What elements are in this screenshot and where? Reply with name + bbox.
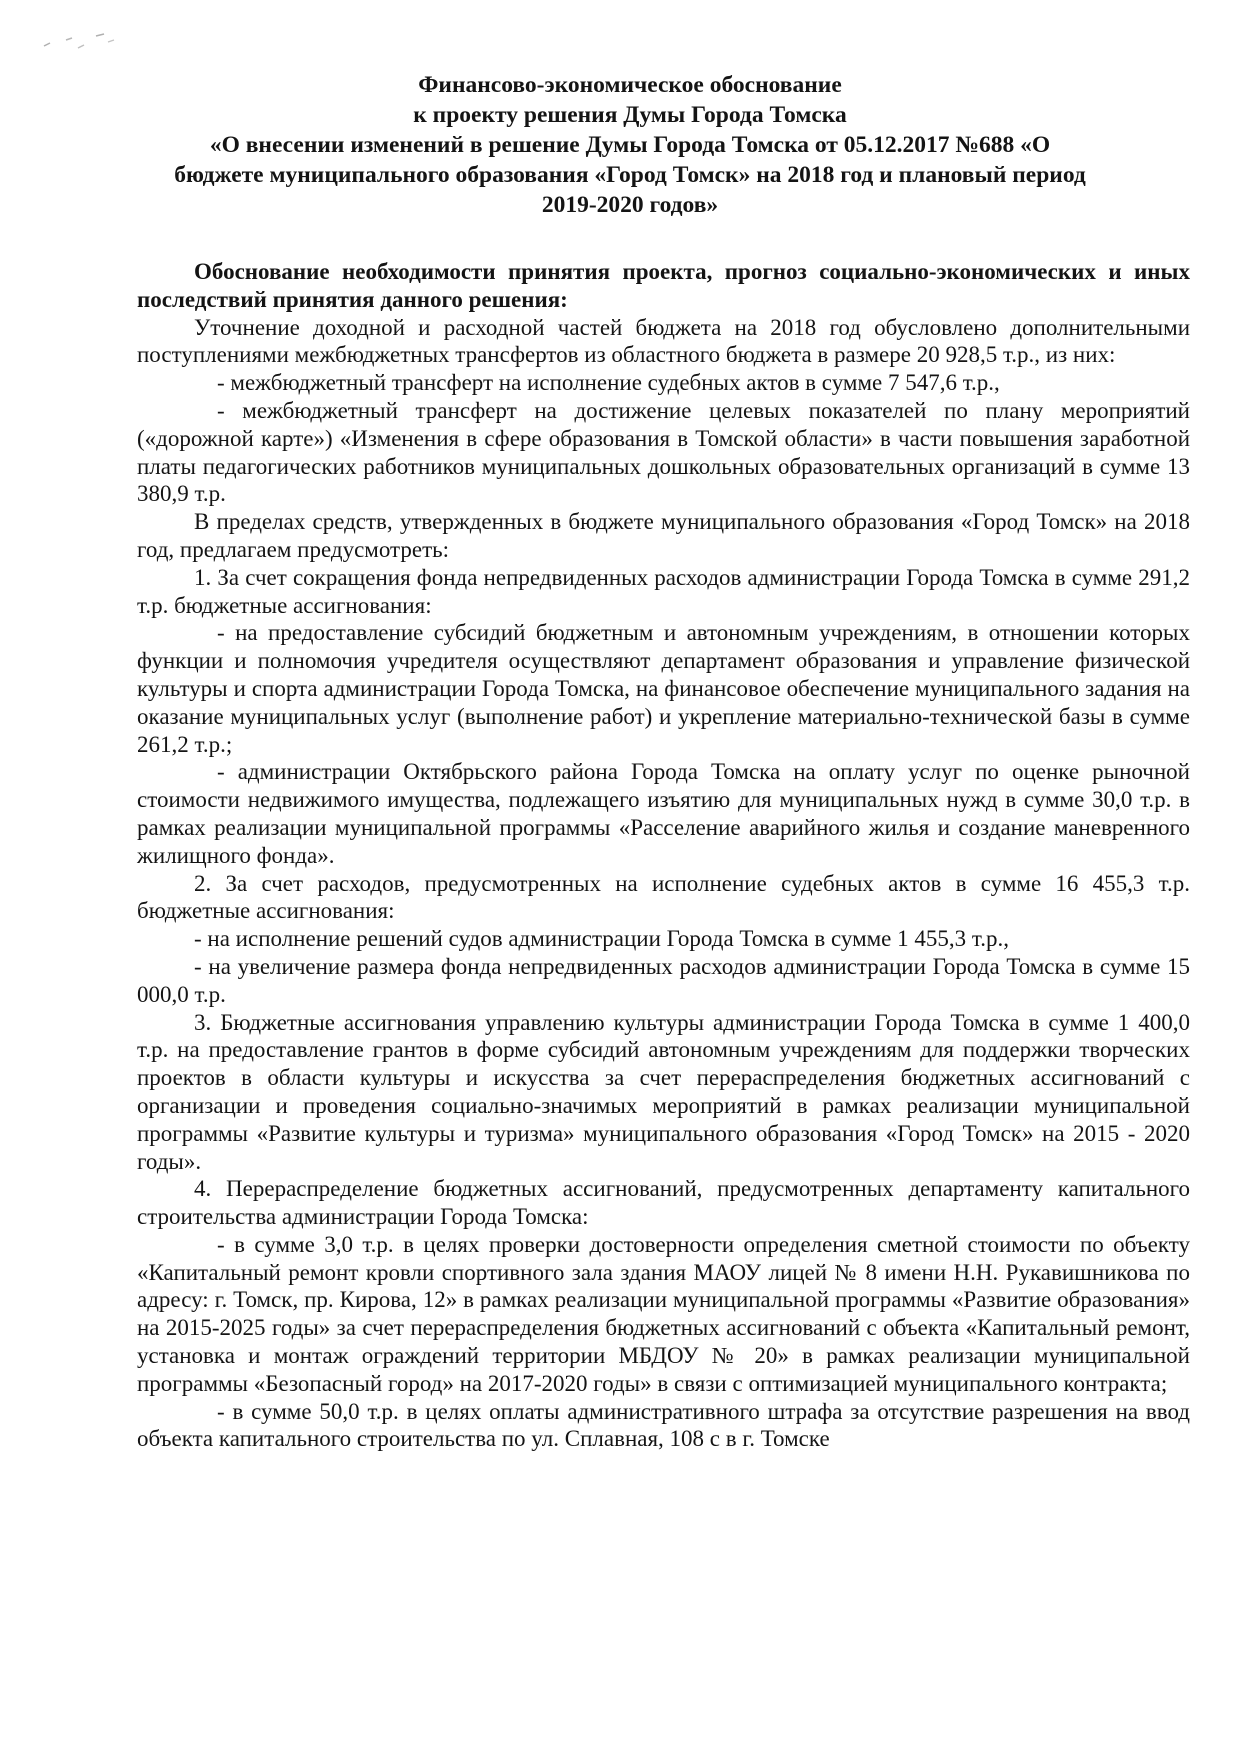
document-body — [137, 258, 1190, 1453]
title-line-3: «О внесении изменений в решение Думы Города Томска от 05.12.2017 №688 «О — [209, 132, 1051, 158]
paragraph: - в сумме 3,0 т.р. в целях проверки достоверности определения сметной стоимости по объекту «Капитальный ремонт кровли спортивного зала здания МАОУ лицей № 8 имени Н.Н. Рукавишникова по адресу: г. Томск, пр. Кирова, 12» в рамках реализации муниципальной программы «Развитие образования» на 2015-2025 годы» за счет перераспределения бюджетных ассигнований с объекта «Капитальный ремонт, установка и монтаж ограждений территории МБДОУ № 20» в рамках реализации муниципальной программы «Безопасный город» на 2017-2020 годы» в связи с оптимизацией муниципального контракта; — [137, 1231, 1190, 1396]
paragraph: 4. Перераспределение бюджетных ассигнований, предусмотренных департаменту капитального строительства администрации Города Томска: — [137, 1176, 1190, 1230]
title-line-1: Финансово-экономическое обоснование — [418, 72, 842, 98]
document-title — [130, 70, 1130, 220]
title-line-2: к проекту решения Думы Города Томска — [413, 102, 847, 128]
paragraph: - на увеличение размера фонда непредвиденных расходов администрации Города Томска в сумме 15 000,0 т.р. — [137, 953, 1190, 1007]
paragraph: - межбюджетный трансферт на исполнение судебных актов в сумме 7 547,6 т.р., — [217, 370, 1000, 396]
paragraph: 1. За счет сокращения фонда непредвиденных расходов администрации Города Томска в сумме 291,2 т.р. бюджетные ассигнования: — [137, 564, 1190, 618]
scan-artifact-marks — [36, 26, 136, 56]
paragraph: 3. Бюджетные ассигнования управлению культуры администрации Города Томска в сумме 1 400,0 т.р. на предоставление грантов в форме субсидий автономным учреждениям для поддержки творческих проектов в области культуры и искусства за счет перераспределения бюджетных ассигнований с организации и проведения социально-значимых мероприятий в рамках реализации муниципальной программы «Развитие культуры и туризма» муниципального образования «Город Томск» на 2015 - 2020 годы». — [137, 1009, 1190, 1174]
paragraph: 2. За счет расходов, предусмотренных на исполнение судебных актов в сумме 16 455,3 т.р. бюджетные ассигнования: — [137, 870, 1190, 924]
title-line-5: 2019-2020 годов» — [541, 192, 719, 218]
paragraph: - межбюджетный трансферт на достижение целевых показателей по плану мероприятий («дорожной карте») «Изменения в сфере образования в Томской области» в части повышения заработной платы педагогических работников муниципальных дошкольных образовательных организаций в сумме 13 380,9 т.р. — [137, 397, 1190, 507]
paragraph: - в сумме 50,0 т.р. в целях оплаты административного штрафа за отсутствие разрешения на ввод объекта капитального строительства по ул. Сплавная, 108 с в г. Томске — [137, 1398, 1190, 1452]
paragraph: В пределах средств, утвержденных в бюджете муниципального образования «Город Томск» на 2018 год, предлагаем предусмотреть: — [137, 509, 1190, 562]
title-line-4: бюджете муниципального образования «Город Томск» на 2018 год и плановый период — [174, 162, 1086, 188]
paragraph: Уточнение доходной и расходной частей бюджета на 2018 год обусловлено дополнительными поступлениями межбюджетных трансфертов из областного бюджета в размере 20 928,5 т.р., из них: — [137, 314, 1190, 368]
paragraph: - на исполнение решений судов администрации Города Томска в сумме 1 455,3 т.р., — [194, 926, 1009, 952]
section-heading: Обоснование необходимости принятия проекта, прогноз социально-экономических и иных последствий принятия данного решения: — [137, 259, 1190, 312]
paragraph: - на предоставление субсидий бюджетным и автономным учреждениям, в отношении которых функции и полномочия учредителя осуществляют департамент образования и управление физической культуры и спорта администрации Города Томска, на финансовое обеспечение муниципального задания на оказание муниципальных услуг (выполнение работ) и укрепление материально-технической базы в сумме 261,2 т.р.; — [137, 620, 1190, 757]
paragraph: - администрации Октябрьского района Города Томска на оплату услуг по оценке рыночной стоимости недвижимого имущества, подлежащего изъятию для муниципальных нужд в сумме 30,0 т.р. в рамках реализации муниципальной программы «Расселение аварийного жилья и создание маневренного жилищного фонда». — [137, 759, 1190, 868]
